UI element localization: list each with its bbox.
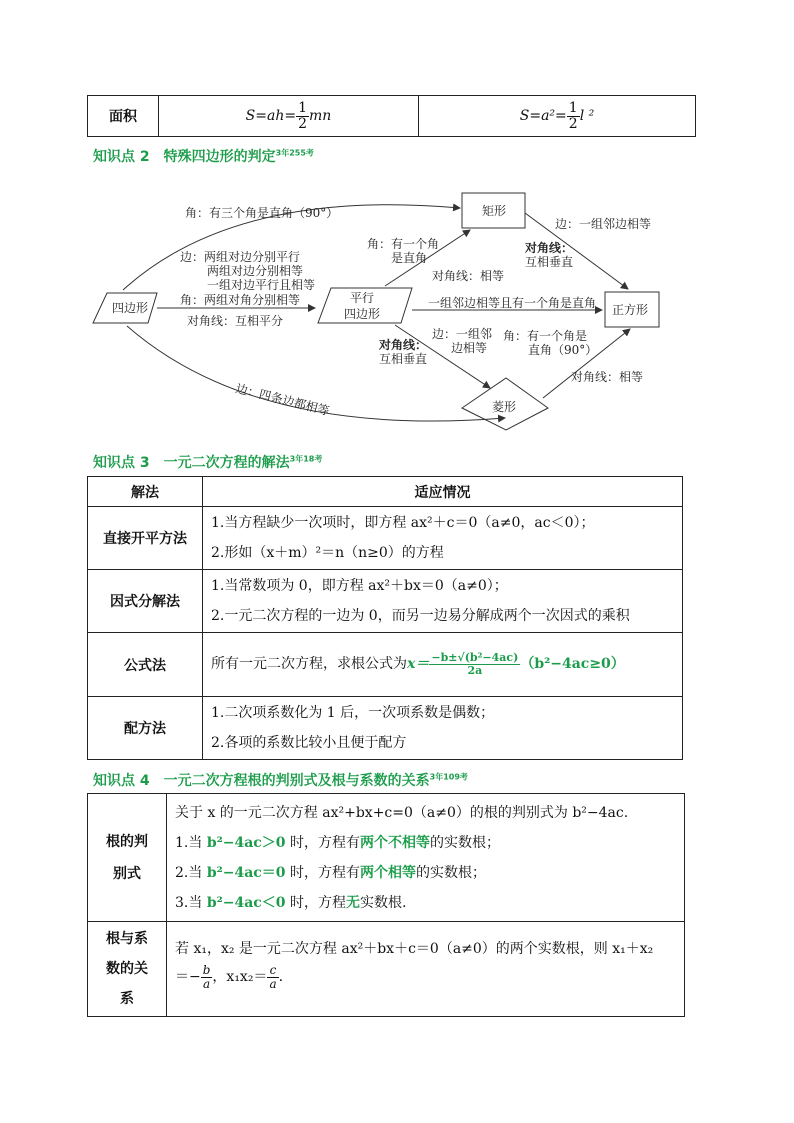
rhombus-square-line-3: 对角线：相等	[571, 370, 644, 384]
kp4-heading: 知识点 4 一元二次方程根的判别式及根与系数的关系$^{3年109考}$	[93, 772, 468, 789]
square-area-formula: S=a²= $\frac{1}{2}$ l ²	[419, 96, 696, 137]
quadrilateral-diagram	[85, 168, 705, 440]
area-label: 面积	[88, 96, 159, 137]
quad-para-line-1: 边：两组对边分别平行	[180, 250, 301, 264]
disc-case-1: 1.当 b²−4ac＞0 时，方程有两个不相等的实数根；	[175, 834, 500, 851]
kp3-heading: 知识点 3 一元二次方程的解法$^{3年18考}$	[93, 454, 323, 471]
square-label: 正方形	[612, 303, 649, 317]
para-label-2: 四边形	[344, 307, 381, 321]
disc-intro: 关于 x 的一元二次方程 ax²+bx+c=0（a≠0）的根的判别式为 b²−4ac.	[175, 804, 629, 821]
para-rhombus-line-2: 边相等	[451, 341, 488, 355]
kp4-tag: 3年109考	[429, 772, 468, 782]
quad-rect-label: 角：有三个角是直角（90°）	[185, 206, 339, 220]
rhombus-square-line-2: 直角（90°）	[528, 343, 598, 357]
table-row: 直接开平方法 1.当方程缺少一次项时，即方程 ax²＋c＝0（a≠0，ac＜0）； 2.形如（x＋m）²＝n（n≥0）的方程	[88, 507, 683, 570]
quad-para-line-2: 两组对边分别相等	[207, 264, 304, 278]
rect-square-line-1: 边：一组邻边相等	[555, 217, 652, 231]
kp2-heading: 知识点 2 特殊四边形的判定$^{3年255考}$	[93, 148, 314, 165]
table-row: 公式法 所有一元二次方程，求根公式为x＝ $\frac{\text{−b±√(b²−4ac)}}{2a}$ （b²−4ac≥0）	[88, 633, 683, 697]
quad-rhombus-label: 边：四条边都相等	[234, 381, 331, 419]
para-rhombus-line-4: 互相垂直	[379, 352, 428, 366]
para-rhombus-line-1: 边：一组邻	[432, 327, 493, 341]
table-row: 根的判 别式 关于 x 的一元二次方程 ax²+bx+c=0（a≠0）的根的判别式为 b²−4ac. 1.当 b²−4ac＞0 时，方程有两个不相等的实数根； 2.当 b²−4ac＝0 时，方程有两个相等的实数根； 3.当 b²−4ac＜0 时，方程无实数根.	[88, 794, 685, 922]
rect-square-line-3: 互相垂直	[525, 255, 574, 269]
kp3-header-case: 适应情况	[203, 477, 683, 507]
rhombus-square-line-1: 角：有一个角是	[503, 329, 588, 343]
kp2-tag: 3年255考	[275, 148, 314, 158]
para-rect-line-2: 是直角	[391, 251, 428, 265]
kp3-tag: 3年18考	[289, 454, 323, 464]
rhombus-area-formula: S=ah= $\frac{1}{2}$ mn	[159, 96, 419, 137]
table-row: 因式分解法 1.当常数项为 0，即方程 ax²＋bx＝0（a≠0）； 2.一元二次方程的一边为 0，而另一边易分解成两个一次因式的乘积	[88, 570, 683, 633]
quad-para-line-4: 角：两组对角分别相等	[180, 293, 301, 307]
para-rhombus-line-3: 对角线：	[379, 338, 428, 352]
para-rect-line-3: 对角线：相等	[432, 269, 505, 283]
rhombus-label: 菱形	[492, 400, 517, 414]
vieta-line-2: ＝− $\frac{b}{a}$ ，x₁x₂＝ $\frac{c}{a}$ .	[175, 963, 284, 991]
quad-para-line-5: 对角线：互相平分	[187, 314, 284, 328]
kp3-header-method: 解法	[88, 477, 203, 507]
area-table	[87, 95, 696, 137]
rect-label: 矩形	[482, 204, 507, 218]
table-row: 配方法 1.二次项系数化为 1 后，一次项系数是偶数； 2.各项的系数比较小且便于配方	[88, 697, 683, 760]
disc-case-2: 2.当 b²−4ac＝0 时，方程有两个相等的实数根；	[175, 864, 486, 881]
para-square-label: 一组邻边相等且有一个角是直角	[428, 296, 597, 310]
para-label-1: 平行	[350, 291, 375, 305]
para-rect-line-1: 角：有一个角	[367, 237, 440, 251]
table-row: 根与系 数的关 系 若 x₁，x₂ 是一元二次方程 ax²＋bx＋c＝0（a≠0）的两个实数根，则 x₁＋x₂ ＝− $\frac{b}{a}$ ，x₁x₂＝ $\frac{c}{a}$ .	[88, 922, 685, 1017]
quad-para-line-3: 一组对边平行且相等	[207, 278, 316, 292]
kp4-table	[87, 793, 685, 1017]
rect-square-line-2: 对角线：	[525, 241, 574, 255]
disc-case-3: 3.当 b²−4ac＜0 时，方程无实数根.	[175, 894, 407, 911]
quad-label: 四边形	[112, 301, 149, 315]
vieta-line-1: 若 x₁，x₂ 是一元二次方程 ax²＋bx＋c＝0（a≠0）的两个实数根，则 x₁＋x₂	[175, 941, 654, 957]
kp3-table	[87, 476, 683, 760]
